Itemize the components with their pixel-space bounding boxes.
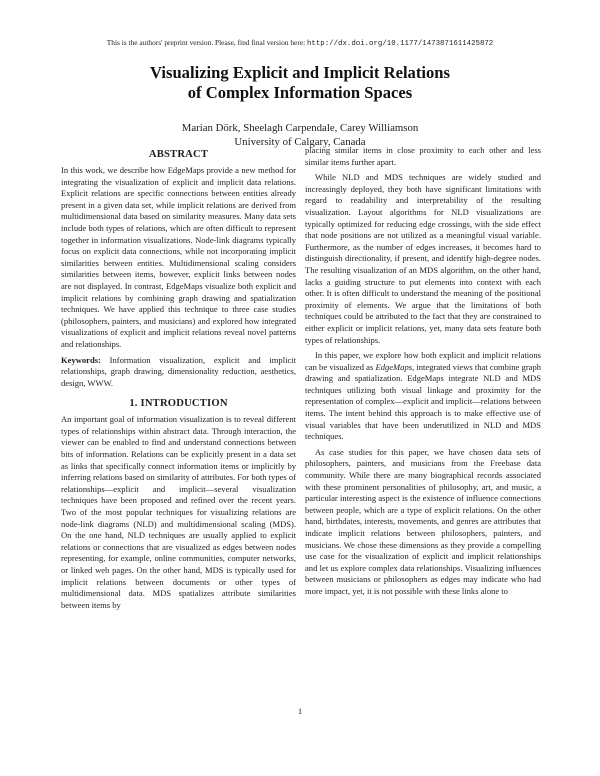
page-number: 1 bbox=[297, 706, 303, 716]
intro-paragraph-1-part-1: An important goal of information visualization is to reveal different types of relationships within abstract data. Through interaction, the viewer can be enabled to find and understand connections between bits of information. Relations can be explicitly present in a data set as links that specifically connect information items or implicitly by inferring relations based on similarity of attributes. For both types of relationships—explicit and implicit—several visualization techniques have been proposed and refined over the recent years. Two of the most popular techniques for visualizing relations are node-link diagrams (NLD) and multidimensional scaling (MDS). On the one hand, NLD techniques are usually applied to explicit relations or connections that are visualized as edges between nodes representing, for example, online communities, computer networks, or linked web pages. On the other hand, MDS is typically used for implicit relations between documents or other types of multidimensional data. MDS spatializes attribute similarities between items by bbox=[61, 414, 296, 610]
title-line-2: of Complex Information Spaces bbox=[187, 83, 413, 102]
para3-text-before: In this paper, we explore how both explicit and implicit relations can be visualized as bbox=[305, 350, 541, 372]
keywords-label: Keywords: bbox=[61, 354, 101, 365]
edgemaps-term: EdgeMaps bbox=[375, 361, 413, 372]
left-column bbox=[61, 148, 296, 611]
right-column bbox=[305, 145, 541, 598]
preprint-text: This is the authors' preprint version. Please, find final version here: bbox=[106, 38, 307, 47]
introduction-heading: 1. INTRODUCTION bbox=[129, 398, 228, 410]
intro-paragraph-3 bbox=[305, 350, 541, 443]
intro-paragraph-1-part-2: placing similar items in close proximity to each other and less similar items further apart. bbox=[305, 145, 541, 167]
author-names: Marian Dörk, Sheelagh Carpendale, Carey Williamson bbox=[181, 122, 419, 134]
intro-paragraph-4: As case studies for this paper, we have chosen data sets of philosophers, painters, and musicians from the Freebase data community. While there are many biographical records associated with these prominent personalities of philosophy, art, and music, a particular interesting aspect is the existence of influence connections between people, which are a type of explicit relations. On the other hand, birthdates, interests, movements, and genres are attributes that indicate implicit relations between philosophers, painters, and musicians. We chose these dimensions as they provide a compelling use case for the visualization of explicit and implicit relationships and let us explore complex data relationships. Visualizing influences between musicians or philosophers as edges may indicate who had more impact, yet, it is not possible with these links alone to bbox=[305, 446, 541, 596]
keywords bbox=[61, 355, 296, 390]
abstract-heading: ABSTRACT bbox=[148, 149, 209, 160]
paper-title bbox=[0, 63, 600, 103]
affiliation: University of Calgary, Canada bbox=[234, 136, 366, 148]
title-line-1: Visualizing Explicit and Implicit Relations bbox=[150, 63, 450, 82]
intro-paragraph-2: While NLD and MDS techniques are widely studied and increasingly deployed, they both have significant limitations with regard to readability and interpretability of the resulting visualization. Layout algorithms for NLD visualizations are typically optimized for reducing edge crossings, with the side effect that node positions are not utilized as a meaningful visual variable. Furthermore, as the number of edges increases, it becomes hard to distinguish directionality, if present, and identify high-degree nodes. The resulting visualization of an MDS algorithm, on the other hand, lacks a guiding structure to put elements into context with each other. It is often difficult to understand the meaning of the positional proximity of elements. We argue that the limitations of both techniques could be attributed to the fact that they are constrained to either explicit or implicit relations, yet, many data sets feature both types of relationships. bbox=[305, 172, 541, 345]
doi-link[interactable]: http://dx.doi.org/10.1177/1473871611425872 bbox=[306, 40, 494, 48]
preprint-notice bbox=[0, 38, 600, 48]
abstract-text: In this work, we describe how EdgeMaps provide a new method for integrating the visualization of explicit and implicit data relations. Explicit relations are specific connections between entities already present in a given data set, while implicit relations are derived from multidimensional data based on similarity measures. Many data sets include both types of relations, which are often difficult to represent together in information visualizations. Node-link diagrams typically focus on explicit data connections, while not incorporating implicit similarities between entities. Multidimensional scaling considers similarities between items, however, explicit links between nodes are not displayed. In contrast, EdgeMaps visualize both explicit and implicit relations by combining graph drawing and spatialization techniques. We have applied this technique to three case studies (philosophers, painters, and musicians) and explored how integrated visualizations of explicit and implicit relations reveal novel patterns and relationships. bbox=[61, 165, 296, 349]
para3-text-after: , integrated views that combine graph drawing and spatialization. EdgeMaps integrate NLD and MDS techniques utilizing both visual linkage and proximity for the representation of complex—explicit and implicit—relations between items. The intent behind this approach is to make effective use of visual variables that have been underutilized in NLD and MDS techniques. bbox=[305, 361, 542, 442]
keywords-text: Information visualization, explicit and implicit relationships, graph drawing, dimensionality reduction, aesthetics, design, WWW. bbox=[61, 354, 296, 388]
